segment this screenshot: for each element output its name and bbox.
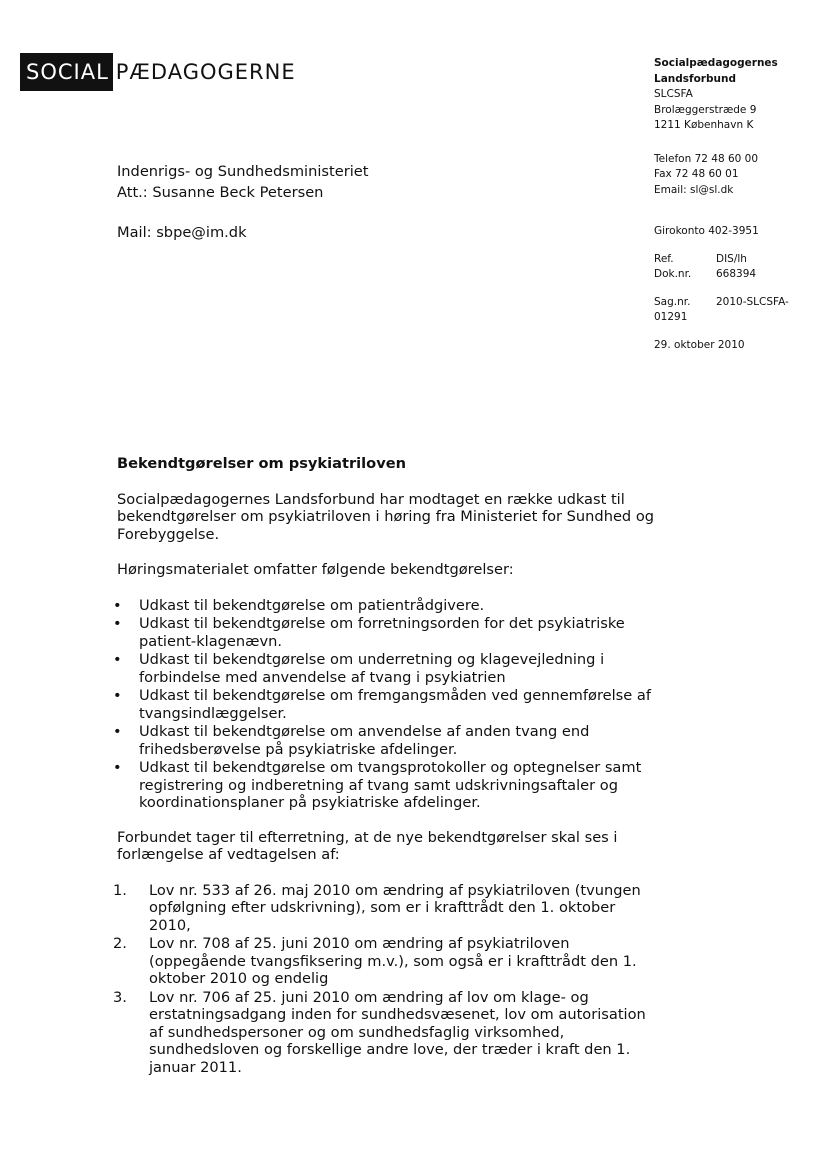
sender-giro: Girokonto 402-3951 bbox=[654, 225, 759, 237]
case-row bbox=[654, 295, 824, 311]
ref-value: DIS/lh bbox=[716, 252, 747, 265]
doc-label: Dok.nr. bbox=[654, 268, 692, 280]
law-list bbox=[113, 881, 657, 1077]
recipient-line1: Indenrigs- og Sundhedsministeriet bbox=[117, 163, 369, 180]
sender-phone: Telefon 72 48 60 00 bbox=[654, 152, 759, 165]
list-item: • Udkast til bekendtgørelse om tvangsprotokoller og optegnelser samt registrering og indberetning af tvang samt udskrivningsaftaler og koordinationsplaner på psykiatriske afdelinger. bbox=[113, 759, 642, 811]
case-label: Sag.nr. bbox=[654, 295, 691, 308]
list-item: • Udkast til bekendtgørelse om patientrådgivere. bbox=[113, 596, 485, 614]
bullet-list bbox=[113, 596, 657, 812]
sender-fax: Fax 72 48 60 01 bbox=[654, 168, 739, 180]
list-item: • Udkast til bekendtgørelse om underretning og klagevejledning i forbindelse med anvendelse af tvang i psykiatrien bbox=[113, 651, 605, 686]
case-value: 2010-SLCSFA- bbox=[716, 295, 789, 308]
list-item: • Udkast til bekendtgørelse om forretningsorden for det psykiatriske patient-klagenævn. bbox=[113, 615, 625, 650]
intro-paragraph: Socialpædagogernes Landsforbund har modtaget en række udkast til bekendtgørelser om psykiatriloven i høring fra Ministeriet for Sundhed og Forebyggelse. bbox=[117, 490, 655, 543]
sender-email: Email: sl@sl.dk bbox=[654, 183, 734, 196]
logo bbox=[20, 53, 296, 91]
sender-abbr: SLCSFA bbox=[654, 88, 693, 100]
bullet: • bbox=[113, 759, 122, 776]
bullet: • bbox=[113, 687, 122, 704]
law-item: 3. Lov nr. 706 af 25. juni 2010 om ændring af lov om klage- og erstatningsadgang inden for sundhedsvæsenet, lov om autorisation af sundhedspersoner og om sundhedsfaglig virksomhed, sundhedsloven og forskellige andre love, der træder i kraft den 1. januar 2011. bbox=[113, 988, 646, 1076]
list-item: • Udkast til bekendtgørelse om fremgangsmåden ved gennemførelse af tvangsindlæggelser. bbox=[113, 687, 651, 722]
bullet: • bbox=[113, 723, 122, 740]
ref-label: Ref. bbox=[654, 252, 674, 265]
recipient-mail: Mail: sbpe@im.dk bbox=[117, 224, 247, 241]
logo-paedagogerne: PÆDAGOGERNE bbox=[115, 60, 296, 84]
law-item: 2. Lov nr. 708 af 25. juni 2010 om ændring af psykiatriloven (oppegående tvangsfiksering m.v.), som også er i krafttrådt den 1. oktober 2010 og endelig bbox=[113, 935, 637, 987]
doc-value: 668394 bbox=[716, 268, 757, 280]
recipient-line2: Att.: Susanne Beck Petersen bbox=[117, 184, 324, 201]
sender-city: 1211 København K bbox=[654, 119, 754, 131]
bullet: • bbox=[113, 615, 122, 632]
letter-body bbox=[113, 455, 657, 1077]
bullet: • bbox=[113, 651, 122, 668]
sender-org-line1: Socialpædagogernes bbox=[654, 57, 778, 69]
bullet: • bbox=[113, 596, 122, 614]
recipient-block bbox=[117, 161, 368, 243]
list-intro: Høringsmaterialet omfatter følgende bekendtgørelser: bbox=[117, 561, 514, 578]
doc-row bbox=[654, 267, 824, 283]
sender-street: Brolæggerstræde 9 bbox=[654, 103, 757, 116]
sender-org-line2: Landsforbund bbox=[654, 72, 736, 85]
sender-info bbox=[654, 56, 824, 353]
case-value-cont: 01291 bbox=[654, 311, 688, 323]
letter-heading: Bekendtgørelser om psykiatriloven bbox=[117, 455, 406, 472]
ref-row bbox=[654, 252, 824, 268]
followup-paragraph: Forbundet tager til efterretning, at de nye bekendtgørelser skal ses i forlængelse af vedtagelsen af: bbox=[117, 828, 618, 863]
letter-date: 29. oktober 2010 bbox=[654, 338, 745, 351]
logo-social: SOCIAL bbox=[20, 53, 113, 91]
law-item: 1. Lov nr. 533 af 26. maj 2010 om ændring af psykiatriloven (tvungen opfølgning efter udskrivning), som er i krafttrådt den 1. oktober 2010, bbox=[113, 881, 641, 934]
list-item: • Udkast til bekendtgørelse om anvendelse af anden tvang end frihedsberøvelse på psykiatriske afdelinger. bbox=[113, 723, 590, 758]
